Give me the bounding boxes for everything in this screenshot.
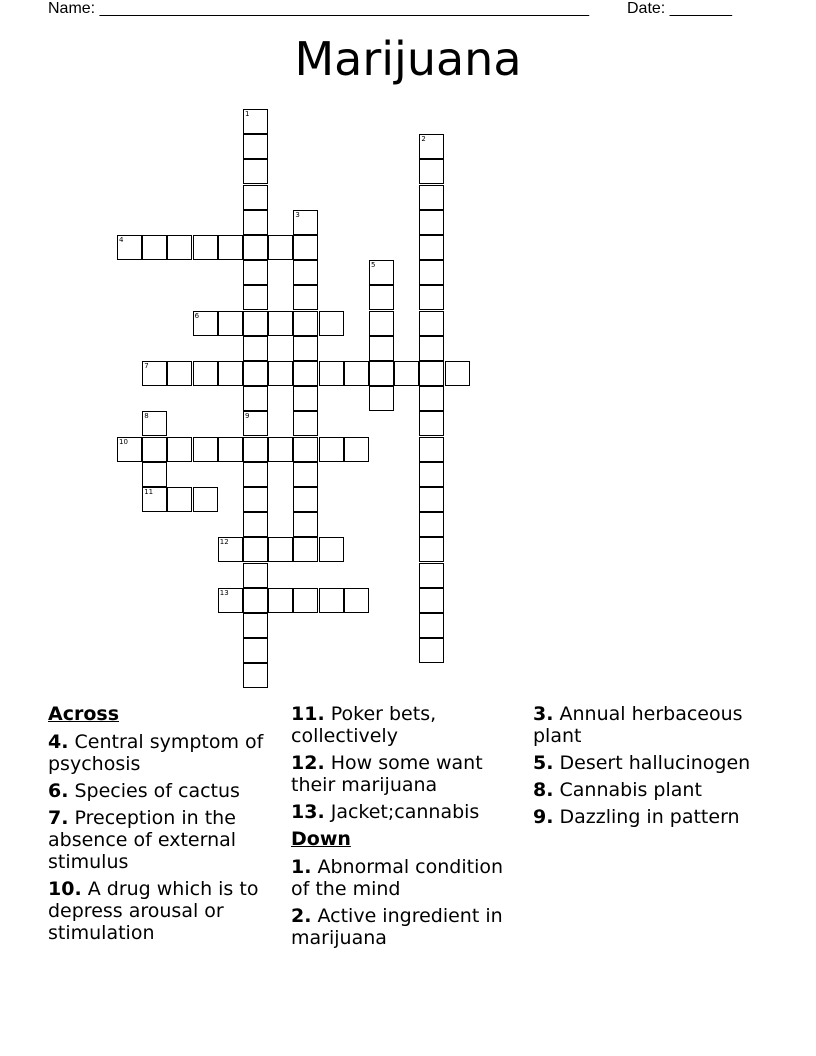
crossword-cell[interactable] [419, 361, 444, 386]
crossword-cell[interactable] [117, 235, 142, 260]
crossword-cell[interactable] [218, 588, 243, 613]
crossword-cell[interactable] [268, 537, 293, 562]
cell-number: 1 [245, 110, 250, 118]
cell-number: 13 [219, 588, 229, 597]
crossword-cell[interactable] [319, 437, 344, 462]
clue-text: A drug which is to depress arousal or stimulation [48, 878, 259, 944]
clue-across-7 [48, 807, 280, 873]
clue-text: Species of cactus [74, 780, 240, 802]
crossword-cell[interactable] [243, 260, 268, 285]
crossword-cell[interactable] [419, 638, 444, 663]
cell-number: 8 [144, 412, 149, 421]
crossword-cell[interactable] [293, 411, 318, 436]
clue-text: Desert hallucinogen [559, 752, 751, 774]
clue-across-12 [291, 752, 523, 796]
crossword-cell[interactable] [293, 361, 318, 386]
crossword-cell[interactable] [243, 462, 268, 487]
crossword-cell[interactable] [167, 487, 192, 512]
crossword-cell[interactable] [193, 437, 218, 462]
crossword-cell[interactable] [293, 311, 318, 336]
clue-number: 3. [533, 703, 554, 725]
clue-down-9 [533, 806, 765, 828]
clue-text: How some want their marijuana [291, 752, 483, 796]
crossword-cell[interactable] [193, 235, 218, 260]
clue-number: 10. [48, 878, 82, 900]
clue-number: 12. [291, 752, 325, 774]
crossword-cell[interactable] [218, 235, 243, 260]
crossword-cell[interactable] [268, 588, 293, 613]
crossword-cell[interactable] [193, 487, 218, 512]
crossword-cell[interactable] [167, 235, 192, 260]
clue-number: 6. [48, 780, 69, 802]
clue-number: 1. [291, 856, 312, 878]
crossword-cell[interactable] [243, 185, 268, 210]
cell-number: 4 [119, 236, 124, 244]
crossword-cell[interactable] [243, 285, 268, 310]
crossword-cell[interactable] [243, 663, 268, 688]
clue-across-6 [48, 780, 280, 802]
crossword-cell[interactable] [193, 361, 218, 386]
crossword-cell[interactable] [419, 285, 444, 310]
crossword-cell[interactable] [243, 336, 268, 361]
crossword-cell[interactable] [243, 487, 268, 512]
crossword-cell[interactable] [319, 588, 344, 613]
clue-across-13 [291, 801, 523, 823]
crossword-cell[interactable] [419, 487, 444, 512]
crossword-cell[interactable] [419, 462, 444, 487]
clue-text: Annual herbaceous plant [533, 703, 743, 747]
crossword-cell[interactable] [419, 159, 444, 184]
crossword-cell[interactable] [293, 462, 318, 487]
crossword-cell[interactable] [243, 210, 268, 235]
crossword-cell[interactable] [369, 311, 394, 336]
crossword-cell[interactable] [419, 386, 444, 411]
crossword-cell[interactable] [193, 311, 218, 336]
crossword-cell[interactable] [142, 411, 167, 436]
crossword-cell[interactable] [319, 311, 344, 336]
clue-text: Cannabis plant [559, 779, 702, 801]
crossword-cell[interactable] [419, 336, 444, 361]
date-field-line: Date: _______ [627, 0, 732, 17]
crossword-cell[interactable] [419, 588, 444, 613]
puzzle-title: Marijuana [294, 32, 522, 86]
crossword-cell[interactable] [293, 487, 318, 512]
crossword-cell[interactable] [218, 311, 243, 336]
clue-number: 7. [48, 807, 69, 829]
clue-number: 5. [533, 752, 554, 774]
crossword-cell[interactable] [419, 537, 444, 562]
cell-number: 11 [144, 488, 154, 496]
clue-column-2 [291, 703, 523, 954]
crossword-cell[interactable] [419, 311, 444, 336]
clue-number: 8. [533, 779, 554, 801]
cell-number: 5 [371, 261, 376, 270]
crossword-cell[interactable] [142, 437, 167, 462]
crossword-cell[interactable] [142, 462, 167, 487]
cell-number: 10 [119, 437, 128, 446]
cell-number: 3 [295, 210, 300, 219]
cell-number: 9 [245, 412, 250, 421]
crossword-cell[interactable] [419, 235, 444, 260]
crossword-cell[interactable] [319, 361, 344, 386]
crossword-cell[interactable] [293, 512, 318, 537]
crossword-cell[interactable] [243, 235, 268, 260]
crossword-cell[interactable] [142, 361, 167, 386]
cell-number: 6 [194, 311, 200, 320]
crossword-cell[interactable] [243, 613, 268, 638]
clue-column-1 [48, 703, 280, 949]
crossword-cell[interactable] [293, 235, 318, 260]
crossword-cell[interactable] [319, 537, 344, 562]
crossword-cell[interactable] [419, 613, 444, 638]
clue-down-3 [533, 703, 765, 747]
crossword-cell[interactable] [268, 361, 293, 386]
cell-number: 7 [144, 362, 149, 370]
crossword-cell[interactable] [243, 588, 268, 613]
crossword-cell[interactable] [419, 437, 444, 462]
crossword-cell[interactable] [243, 563, 268, 588]
clue-number: 2. [291, 905, 312, 927]
clue-across-4 [48, 731, 280, 775]
clue-text: Abnormal condition of the mind [291, 856, 504, 900]
across-heading: Across [48, 703, 120, 725]
crossword-cell[interactable] [419, 260, 444, 285]
crossword-cell[interactable] [369, 336, 394, 361]
crossword-cell[interactable] [445, 361, 470, 386]
crossword-cell[interactable] [243, 411, 268, 436]
crossword-cell[interactable] [167, 437, 192, 462]
name-field-line: Name: _______________________________________________________ [48, 0, 589, 17]
clue-down-5 [533, 752, 765, 774]
crossword-cell[interactable] [394, 361, 419, 386]
crossword-cell[interactable] [344, 588, 369, 613]
clue-text: Active ingredient in marijuana [291, 905, 503, 949]
clue-down-8 [533, 779, 765, 801]
crossword-cell[interactable] [142, 235, 167, 260]
down-heading: Down [291, 828, 351, 850]
crossword-cell[interactable] [293, 386, 318, 411]
crossword-cell[interactable] [268, 437, 293, 462]
crossword-cell[interactable] [369, 260, 394, 285]
crossword-cell[interactable] [243, 512, 268, 537]
crossword-cell[interactable] [369, 386, 394, 411]
clue-text: Central symptom of psychosis [48, 731, 264, 775]
clue-text: Preception in the absence of external stimulus [48, 807, 237, 873]
crossword-cell[interactable] [243, 109, 268, 134]
crossword-cell[interactable] [369, 361, 394, 386]
crossword-cell[interactable] [293, 437, 318, 462]
crossword-cell[interactable] [344, 361, 369, 386]
clue-number: 13. [291, 801, 325, 823]
crossword-cell[interactable] [293, 260, 318, 285]
cell-number: 12 [219, 538, 229, 547]
crossword-cell[interactable] [243, 437, 268, 462]
crossword-cell[interactable] [243, 134, 268, 159]
crossword-cell[interactable] [369, 285, 394, 310]
clue-text: Dazzling in pattern [559, 806, 740, 828]
crossword-cell[interactable] [419, 563, 444, 588]
crossword-cell[interactable] [268, 311, 293, 336]
clue-text: Poker bets, collectively [291, 703, 437, 747]
crossword-cell[interactable] [268, 235, 293, 260]
clue-across-10 [48, 878, 280, 944]
crossword-cell[interactable] [243, 361, 268, 386]
crossword-cell[interactable] [243, 311, 268, 336]
clue-number: 9. [533, 806, 554, 828]
crossword-cell[interactable] [344, 437, 369, 462]
clue-across-11 [291, 703, 523, 747]
crossword-cell[interactable] [419, 512, 444, 537]
crossword-cell[interactable] [243, 638, 268, 663]
crossword-cell[interactable] [293, 285, 318, 310]
clue-down-2 [291, 905, 523, 949]
crossword-cell[interactable] [419, 411, 444, 436]
crossword-cell[interactable] [218, 437, 243, 462]
crossword-cell[interactable] [218, 361, 243, 386]
cell-number: 2 [421, 135, 426, 144]
crossword-cell[interactable] [419, 185, 444, 210]
crossword-cell[interactable] [167, 361, 192, 386]
clue-text: Jacket;cannabis [330, 801, 480, 823]
crossword-cell[interactable] [117, 437, 142, 462]
crossword-cell[interactable] [293, 537, 318, 562]
clue-down-1 [291, 856, 523, 900]
crossword-cell[interactable] [419, 134, 444, 159]
crossword-cell[interactable] [243, 159, 268, 184]
crossword-cell[interactable] [243, 537, 268, 562]
crossword-cell[interactable] [293, 336, 318, 361]
crossword-cell[interactable] [142, 487, 167, 512]
clue-column-3 [533, 703, 765, 833]
clue-number: 11. [291, 703, 325, 725]
crossword-cell[interactable] [218, 537, 243, 562]
crossword-cell[interactable] [419, 210, 444, 235]
clue-number: 4. [48, 731, 69, 753]
crossword-cell[interactable] [293, 210, 318, 235]
crossword-cell[interactable] [293, 588, 318, 613]
crossword-cell[interactable] [243, 386, 268, 411]
